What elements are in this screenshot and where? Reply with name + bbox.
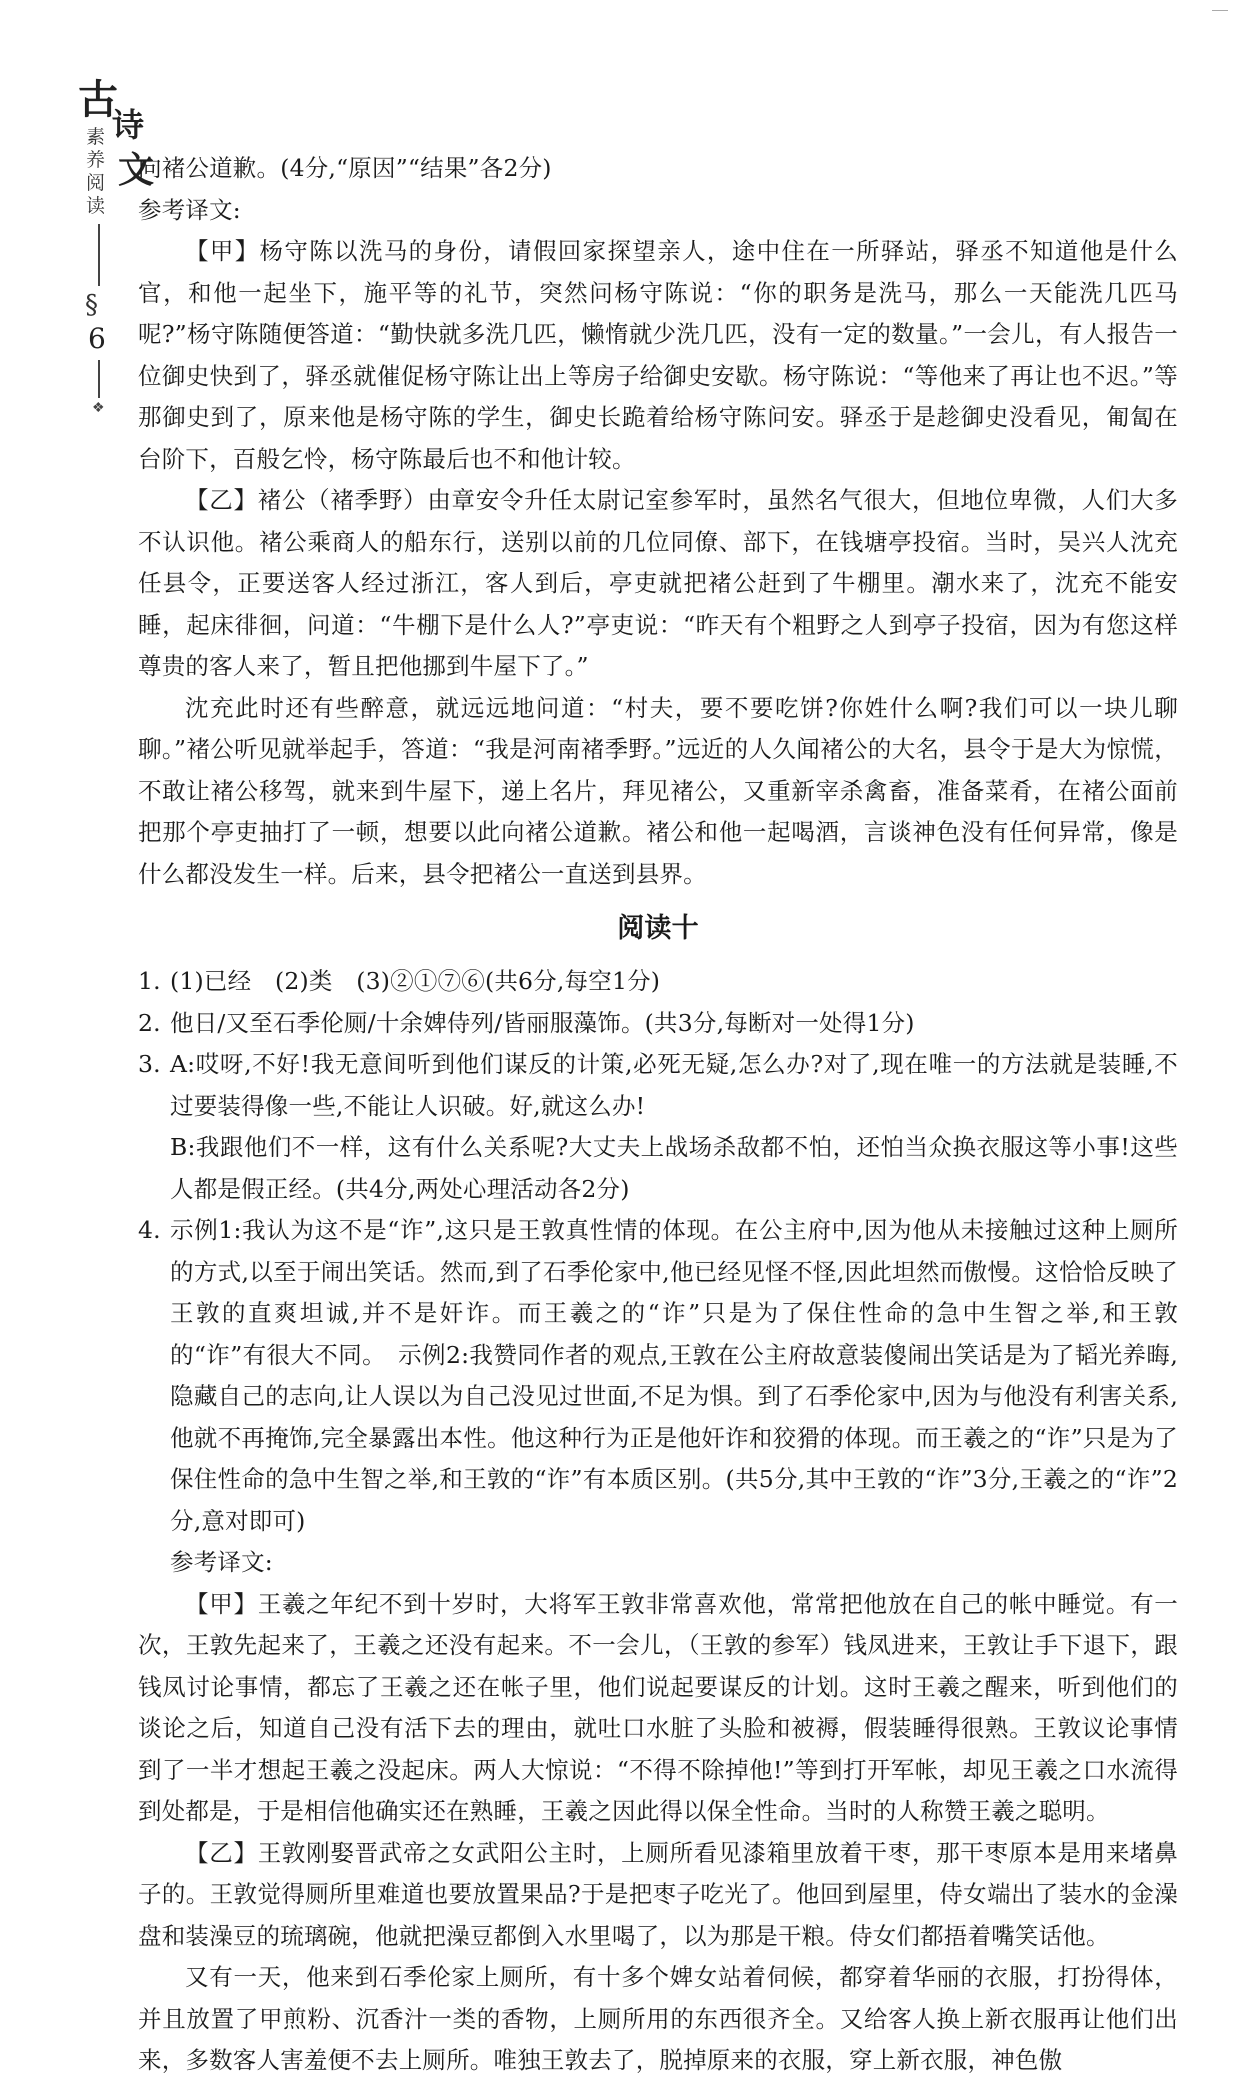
corner-mark [1212, 0, 1228, 11]
answer-text: A:哎呀,不好!我无意间听到他们谋反的计策,必死无疑,怎么办?对了,现在唯一的方法就是装睡,不过要装得像一些,不能让人识破。好,就这么办! [170, 1050, 1178, 1120]
section1-paragraph-jia: 【甲】杨守陈以洗马的身份，请假回家探望亲人，途中住在一所驿站，驿丞不知道他是什么官，和他一起坐下，施平等的礼节，突然问杨守陈说：“你的职务是洗马，那么一天能洗几匹马呢?”杨守陈随便答道：“勤快就多洗几匹，懒惰就少洗几匹，没有一定的数量。”一会儿，有人报告一位御史快到了，驿丞就催促杨守陈让出上等房子给御史安歇。杨守陈说：“等他来了再让也不迟。”等那御史到了，原来他是杨守陈的学生，御史长跪着给杨守陈问安。驿丞于是趁御史没看见，匍匐在台阶下，百般乞怜，杨守陈最后也不和他计较。 [138, 237, 1178, 473]
answer-text: 示例1:我认为这不是“诈”,这只是王敦真性情的体现。在公主府中,因为他从未接触过这种上厕所的方式,以至于闹出笑话。然而,到了石季伦家中,他已经见怪不怪,因此坦然而傲慢。这恰恰反映了王敦的直爽坦诚,并不是奸诈。而王羲之的“诈”只是为了保住性命的急中生智之举,和王敦的“诈”有很大不同。 示例2:我赞同作者的观点,王敦在公主府故意装傻闹出笑话是为了韬光养晦,隐藏自己的志向,让人误以为自己没见过世面,不足为惧。到了石季伦家中,因为与他没有利害关系,他就不再掩饰,完全暴露出本性。他这种行为正是他奸诈和狡猾的体现。而王羲之的“诈”只是为了保住性命的急中生智之举,和王敦的“诈”有本质区别。(共5分,其中王敦的“诈”3分,王羲之的“诈”2分,意对即可) [170, 1216, 1178, 1535]
section2-paragraph-yi: 【乙】王敦刚娶晋武帝之女武阳公主时，上厕所看见漆箱里放着干枣，那干枣原本是用来堵鼻子的。王敦觉得厕所里难道也要放置果品?于是把枣子吃光了。他回到屋里，侍女端出了装水的金澡盘和装澡豆的琉璃碗，他就把澡豆都倒入水里喝了，以为那是干粮。侍女们都捂着嘴笑话他。 [138, 1838, 1178, 1950]
page-content [138, 148, 1178, 2082]
section2-paragraph-3: 又有一天，他来到石季伦家上厕所，有十多个婢女站着伺候，都穿着华丽的衣服，打扮得体，并且放置了甲煎粉、沉香汁一类的香物，上厕所用的东西很齐全。又给客人换上新衣服再让他们出来，多数客人害羞便不去上厕所。唯独王敦去了，脱掉原来的衣服，穿上新衣服，神色傲 [138, 1963, 1178, 2074]
banner-char-shi: 诗 [112, 106, 145, 144]
banner-line-top [98, 224, 100, 286]
answer-text: (1)已经 (2)类 (3)②①⑦⑥(共6分,每空1分) [170, 967, 661, 995]
page-number: 6 [88, 322, 106, 355]
section2-ref-label: 参考译文: [170, 1548, 273, 1576]
answer-number: 4. [138, 1216, 161, 1244]
answer-number: 3. [138, 1050, 161, 1078]
section2-paragraph-jia: 【甲】王羲之年纪不到十岁时，大将军王敦非常喜欢他，常常把他放在自己的帐中睡觉。有一次，王敦先起来了，王羲之还没有起来。不一会儿，（王敦的参军）钱凤进来，王敦让手下退下，跟钱凤讨论事情，都忘了王羲之还在帐子里，他们说起要谋反的计划。这时王羲之醒来，听到他们的谈论之后，知道自己没有活下去的理由，就吐口水脏了头脸和被褥，假装睡得很熟。王敦议论事情到了一半才想起王羲之没起床。两人大惊说：“不得不除掉他!”等到打开军帐，却见王羲之口水流得到处都是，于是相信他确实还在熟睡，王羲之因此得以保全性命。当时的人称赞王羲之聪明。 [138, 1589, 1178, 1825]
section1-lead: 向褚公道歉。(4分,“原因”“结果”各2分) [138, 154, 552, 182]
section-symbol: § [85, 290, 98, 320]
section1-paragraph-3: 沈充此时还有些醉意，就远远地问道：“村夫，要不要吃饼?你姓什么啊?我们可以一块儿聊聊。”褚公听见就举起手，答道：“我是河南褚季野。”远近的人久闻褚公的大名，县令于是大为惊慌，不敢让褚公移驾，就来到牛屋下，递上名片，拜见褚公，又重新宰杀禽畜，准备菜肴，在褚公面前把那个亭吏抽打了一顿，想要以此向褚公道歉。褚公和他一起喝酒，言谈神色没有任何异常，像是什么都没发生一样。后来，县令把褚公一直送到县界。 [138, 693, 1178, 888]
sidebar-banner [40, 60, 155, 460]
answer-item-3 [138, 1044, 1178, 1127]
section2-heading: 阅读十 [617, 913, 699, 944]
section1-paragraph-yi: 【乙】褚公（褚季野）由章安令升任太尉记室参军时，虽然名气很大，但地位卑微，人们大多不认识他。褚公乘商人的船东行，送别以前的几位同僚、部下，在钱塘亭投宿。当时，吴兴人沈充任县令，正要送客人经过浙江，客人到后，亭吏就把褚公赶到了牛棚里。潮水来了，沈充不能安睡，起床徘徊，问道：“牛棚下是什么人?”亭吏说：“昨天有个粗野之人到亭子投宿，因为有您这样尊贵的客人来了，暂且把他挪到牛屋下了。” [138, 486, 1178, 680]
answer-item-1 [138, 961, 1178, 1003]
banner-char-wen: 文 [118, 149, 155, 191]
banner-line-bottom [98, 360, 100, 398]
answer-number: 1. [138, 967, 161, 995]
answer-item-4 [138, 1210, 1178, 1542]
banner-end-ornament: ❖ [92, 400, 105, 416]
banner-vertical-text: 素养阅读 [86, 126, 106, 217]
banner-char-gu: 古 [78, 76, 118, 123]
answer-number: 2. [138, 1008, 161, 1037]
answer-text: 他日/又至石季伦厕/十余婢侍列/皆丽服藻饰。(共3分,每断对一处得1分) [170, 1008, 915, 1037]
answer-item-2 [138, 1003, 1178, 1045]
answer-3-part-b: B:我跟他们不一样，这有什么关系呢?大丈夫上战场杀敌都不怕，还怕当众换衣服这等小事!这些人都是假正经。(共4分,两处心理活动各2分) [170, 1133, 1178, 1203]
section1-ref-label: 参考译文: [138, 195, 241, 224]
